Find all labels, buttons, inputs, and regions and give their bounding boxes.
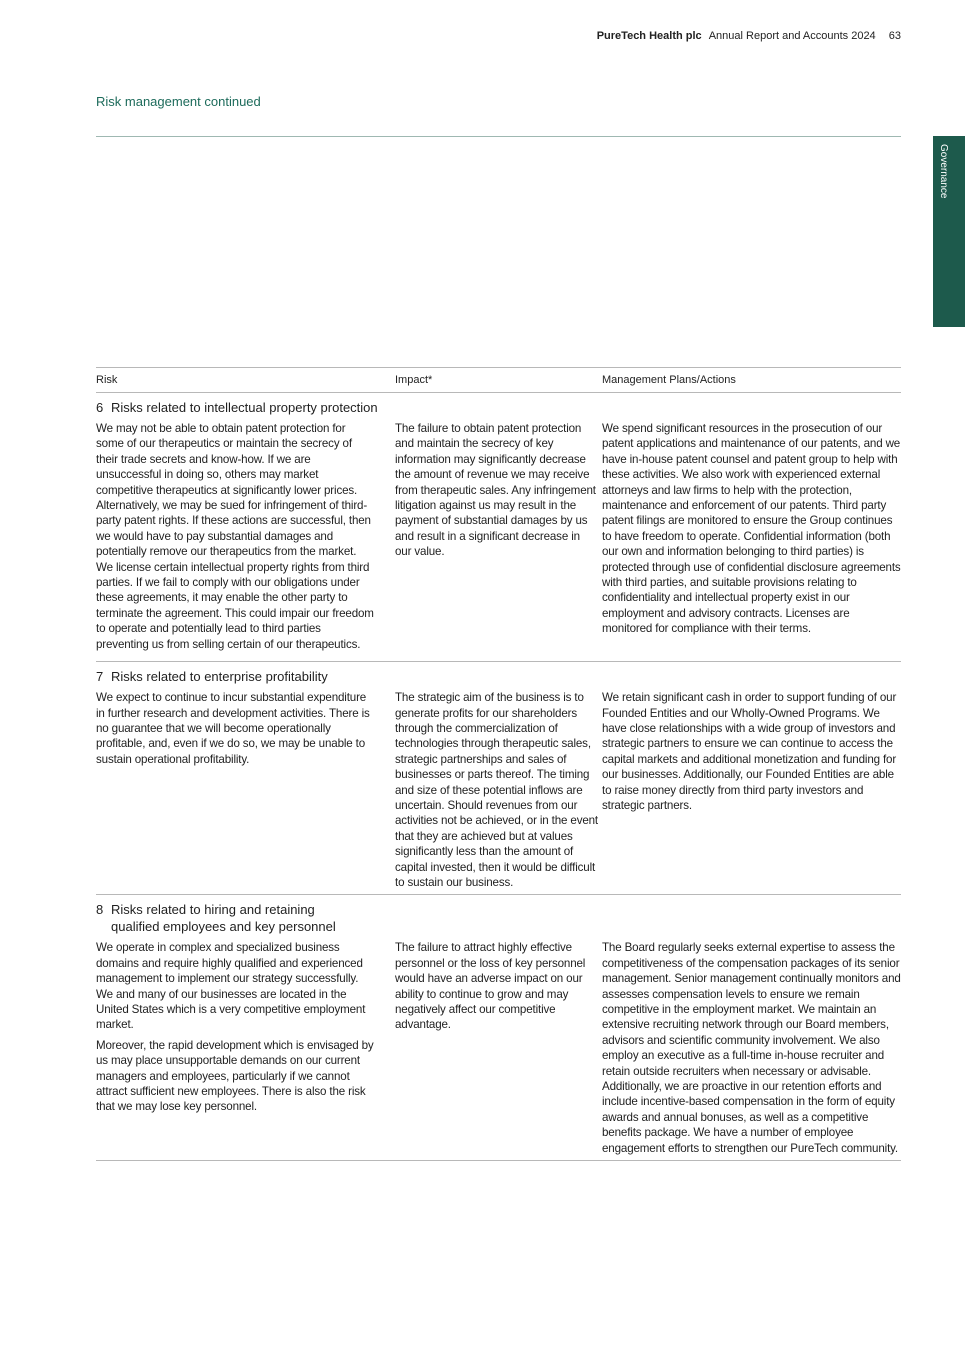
column-header-risk: Risk <box>96 374 118 386</box>
impact-description: The strategic aim of the business is to generate profits for our shareholders through the commercialization of technologies through therapeutic sales, strategic partnerships and sales of businesses or parts thereof. The timing and size of these potential inflows are uncertain. Should revenues from our activities not be achieved, or in the event that they are achieved but at values significantly less than the amount of capital invested, then it would be difficult to sustain our business. <box>395 691 599 889</box>
risk-title: Risks related to enterprise profitability <box>111 669 328 685</box>
section-title: Risk management continued <box>96 94 261 109</box>
actions-description: We retain significant cash in order to support funding of our Founded Entities and our Wholly-Owned Programs. We have close relationships with a wide group of investors and strategic partners to ensure we can continue to access the capital markets and additional monetization and funding for our businesses. Additionally, our Founded Entities are able to raise money directly from third party investors and strategic partners. <box>602 691 897 812</box>
actions-description: We spend significant resources in the prosecution of our patent applications and maintenance of our patents, and we have in-house patent counsel and patent group to help with these activities. We also work with experienced external attorneys and law firms to help with the protection, maintenance and enforcement of our patents. Third party patent filings are monitored to ensure the Group continues to have freedom to operate. Confidential information (both our own and information belonging to third parties) is protected through use of confidential disclosure agreements with third parties, and suitable provisions relating to confidentiality and intellectual property exist in our employment and advisory contracts. Licenses are monitored for compliance with their terms. <box>602 422 901 636</box>
risk-title: Risks related to hiring and retaining qualified employees and key personnel <box>111 902 336 935</box>
risk-title-row <box>96 895 901 935</box>
side-tab-label: Governance <box>938 144 949 199</box>
risk-number: 7 <box>96 669 104 685</box>
risk-title-row <box>96 393 901 416</box>
impact-description: The failure to attract highly effective personnel or the loss of key personnel would have an adverse impact on our ability to continue to grow and may negatively affect our competitive advantage. <box>395 941 586 1032</box>
risk-description <box>96 690 395 890</box>
risk-number: 8 <box>96 902 104 918</box>
impact-description: The failure to obtain patent protection and maintain the secrecy of key information may significantly decrease the amount of revenue we may receive from therapeutic sales. Any infringement litigation against us may result in the payment of substantial damages by us and result in a significant decrease in our value. <box>395 422 596 559</box>
table-row <box>96 935 901 1160</box>
risk-paragraph: We operate in complex and specialized business domains and require highly qualified and experienced management to implement our strategy successfully. We and many of our businesses are located in the United States which is a very competitive employment market. <box>96 941 366 1032</box>
governance-side-tab[interactable] <box>933 136 965 327</box>
page-number: 63 <box>888 30 901 42</box>
risk-paragraph: Moreover, the rapid development which is envisaged by us may place unsupportable demands on our current managers and employees, particularly if we cannot attract sufficient new employees. There is also the risk that we may lose key personnel. <box>96 1038 374 1114</box>
actions-description: The Board regularly seeks external expertise to assess the competitiveness of the compensation packages of its senior management. Senior management continually monitors and assesses compensation levels to ensure we remain competitive in the employment market. We maintain an extensive recruiting network through our Board members, advisors and scientific community involvement. We also employ an executive as a full-time in-house recruiter and retain outside recruiters when necessary or advisable. Additionally, we are proactive in our retention efforts and include incentive-based compensation in the form of equity awards and annual bonuses, as well as a competitive benefits package. We have a number of employee engagement efforts to strengthen our PureTech community. <box>602 941 901 1155</box>
table-divider <box>96 1160 901 1161</box>
table-header-row <box>96 368 901 392</box>
table-row <box>96 685 901 894</box>
risk-title: Risks related to intellectual property protection <box>111 400 378 415</box>
risk-paragraph: We may not be able to obtain patent protection for some of our therapeutics or maintain the secrecy of their trade secrets and know-how. If we are unsuccessful in doing so, others may market competitive therapeutics at significantly lower prices. Alternatively, we may be sued for infringement of third-party patent rights. If these actions are successful, then we would have to pay substantial damages and potentially remove our therapeutics from the market. We license certain intellectual property rights from third parties. If we fail to comply with our obligations under these agreements, it may enable the other party to terminate the agreement. This could impair our freedom to operate and potentially lead to third parties preventing us from selling certain of our therapeutics. <box>96 422 374 651</box>
risk-table <box>96 367 901 1161</box>
column-header-actions: Management Plans/Actions <box>602 374 736 386</box>
brand-name: PureTech Health plc <box>596 30 702 42</box>
risk-description <box>96 940 395 1156</box>
report-title: Annual Report and Accounts 2024 <box>708 30 876 42</box>
risk-title-row <box>96 662 901 685</box>
top-divider <box>96 136 901 137</box>
column-header-impact: Impact* <box>395 374 433 386</box>
table-row <box>96 416 901 661</box>
risk-description <box>96 421 395 657</box>
risk-number: 6 <box>96 400 104 415</box>
risk-paragraph: We expect to continue to incur substantial expenditure in further research and development activities. There is no guarantee that we will become operationally profitable, and, even if we do so, we may be unable to sustain operational profitability. <box>96 691 370 766</box>
page-header <box>597 30 901 42</box>
